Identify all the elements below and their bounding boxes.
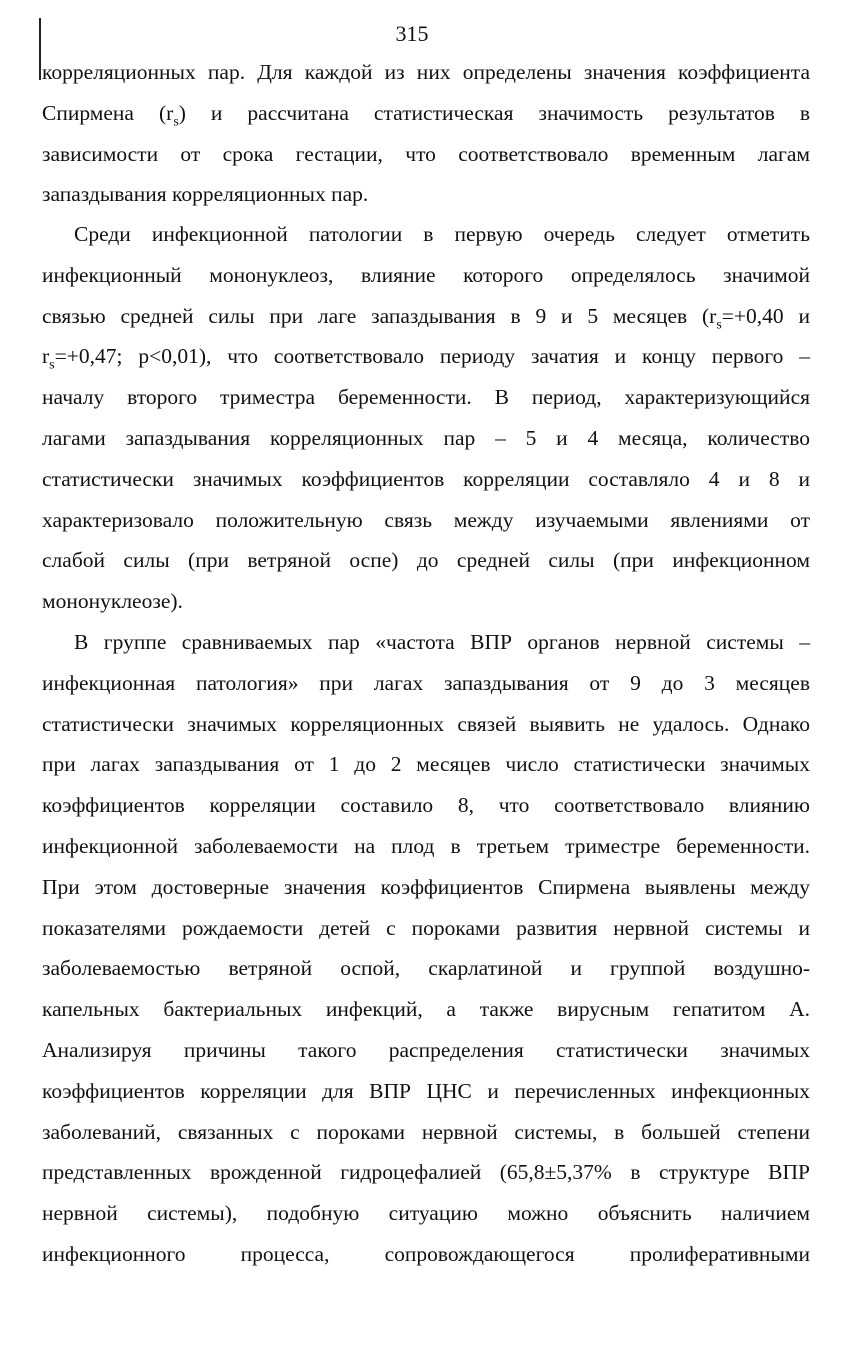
text-line: статистически значимых корреляционных связей выявить не удалось. Однако [42,711,810,736]
text-line: слабой силы (при ветряной оспе) до средней силы (при инфекционном [42,548,810,573]
subscript: s [173,114,179,130]
text-line: представленных врожденной гидроцефалией (65,8±5,37% в структуре ВПР [42,1160,810,1185]
text-line: инфекционной заболеваемости на плод в третьем триместре беременности. [42,833,810,858]
text-line: Анализируя причины такого распределения статистически значимых [42,1037,810,1062]
text-line: При этом достоверные значения коэффициентов Спирмена выявлены между [42,874,810,899]
text-line: В группе сравниваемых пар «частота ВПР органов нервной системы – [74,630,810,654]
text-line: связью средней силы при лаге запаздывания в 9 и 5 месяцев ($r_s=+0,40$ и [42,303,810,332]
page-number: 315 [395,21,429,46]
text-line: началу второго триместра беременности. В период, характеризующийся [42,385,810,410]
text-line: нервной системы), подобную ситуацию можно объяснить наличием [42,1201,810,1226]
paragraph-1 [42,52,810,215]
text-line: лагами запаздывания корреляционных пар – 5 и 4 месяца, количество [42,425,810,450]
text-line: корреляционных пар. Для каждой из них определены значения коэффициента [42,60,810,84]
subscript: s [716,316,722,332]
text-line: инфекционная патология» при лагах запаздывания от 9 до 3 месяцев [42,670,810,695]
text-line: заболеваний, связанных с пороками нервной системы, в большей степени [42,1119,810,1144]
text-line: мононуклеозе). [42,589,183,614]
text-line: капельных бактериальных инфекций, а также вирусным гепатитом А. [42,997,810,1022]
text-line: статистически значимых коэффициентов корреляции составляло 4 и 8 и [42,466,810,491]
paragraph-3 [42,622,810,1275]
text-line: инфекционный мононуклеоз, влияние которого определялось значимой [42,262,810,287]
text-line: $r_s=+0,47$; p<0,01), что соответствовало периоду зачатия и концу первого – [42,344,810,373]
text-line: характеризовало положительную связь между изучаемыми явлениями от [42,507,810,532]
text-line: зависимости от срока гестации, что соответствовало временным лагам [42,141,810,166]
text-line: при лагах запаздывания от 1 до 2 месяцев число статистически значимых [42,752,810,777]
text-line: заболеваемостью ветряной оспой, скарлатиной и группой воздушно- [42,956,810,981]
text-line: инфекционного процесса, сопровождающегося пролиферативными [42,1241,810,1266]
text-line: Спирмена $(r_s)$ и рассчитана статистическая значимость результатов в [42,100,811,130]
text-line: показателями рождаемости детей с пороками развития нервной системы и [42,915,810,940]
text-line: Среди инфекционной патологии в первую очередь следует отметить [74,222,810,246]
text-line: коэффициентов корреляции для ВПР ЦНС и перечисленных инфекционных [42,1078,810,1103]
subscript: s [49,357,55,373]
paragraph-2 [42,214,810,622]
text-line: коэффициентов корреляции составило 8, что соответствовало влиянию [42,793,810,818]
text-line: запаздывания корреляционных пар. [42,182,369,207]
